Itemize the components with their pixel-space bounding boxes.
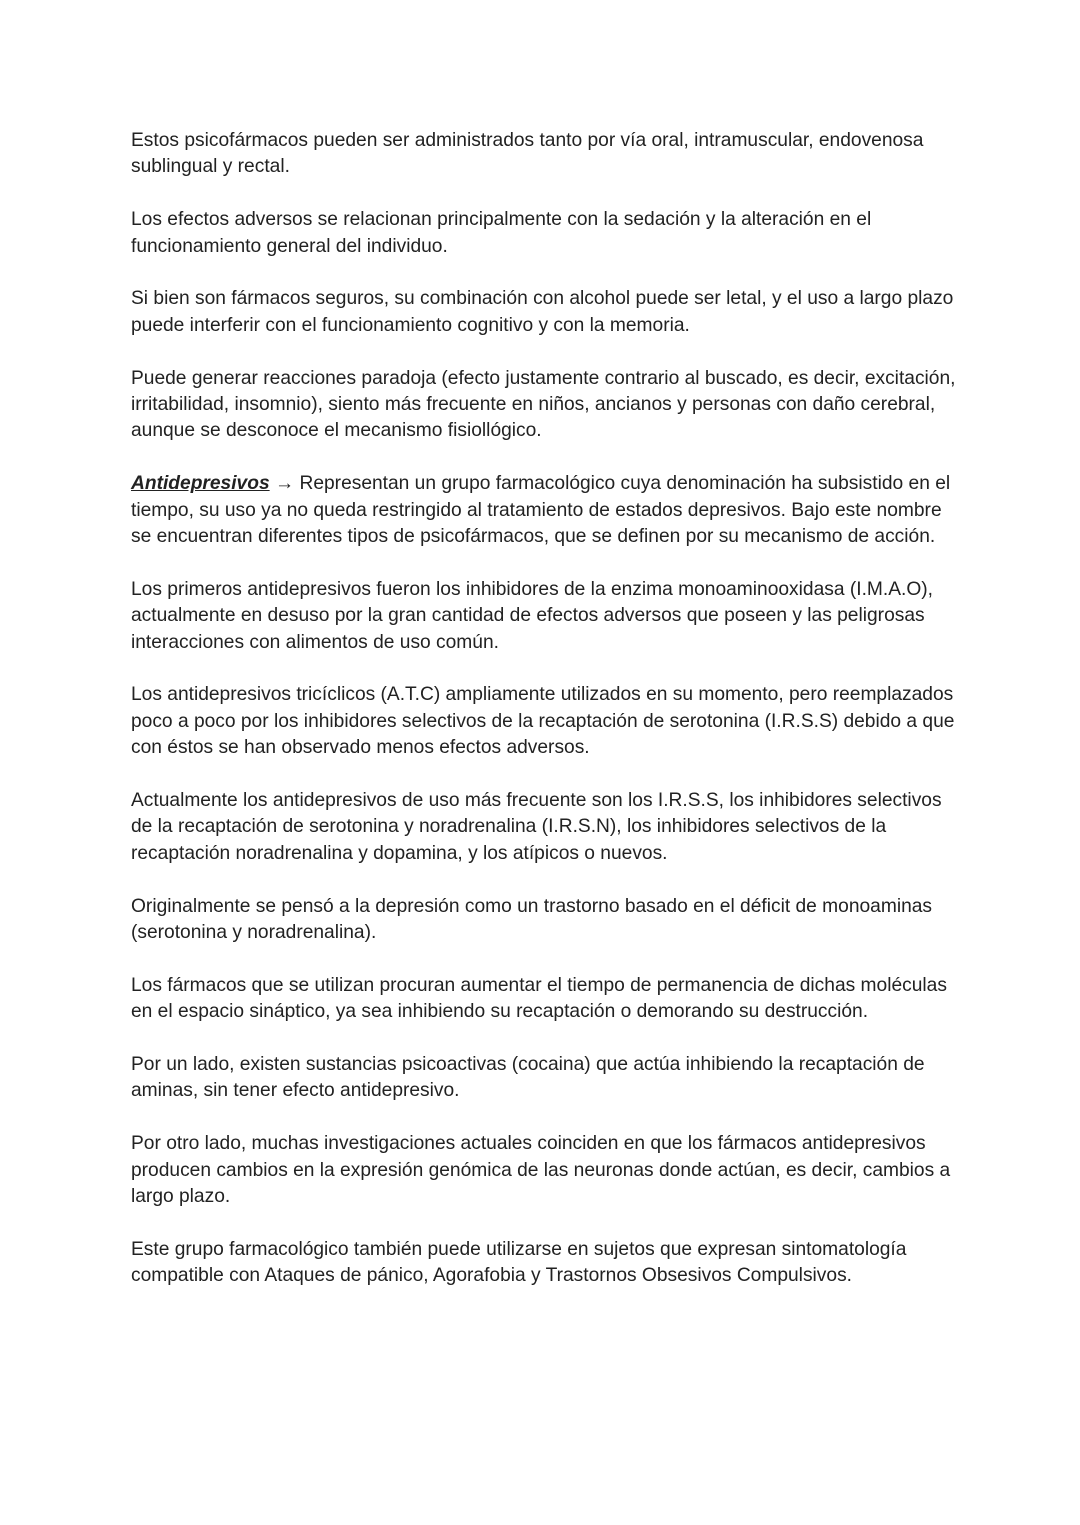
document-body <box>131 128 961 1316</box>
paragraph-atc: Los antidepresivos tricíclicos (A.T.C) ampliamente utilizados en su momento, pero reemplazados poco a poco por los inhibidores selectivos de la recaptación de serotonina (I.R.S.S) debido a que con éstos se han observado menos efectos adversos. <box>131 684 955 759</box>
paragraph-current-antidepressants: Actualmente los antidepresivos de uso más frecuente son los I.R.S.S, los inhibidores selectivos de la recaptación de serotonina y noradrenalina (I.R.S.N), los inhibidores selectivos de la recaptación noradrenalina y dopamina, y los atípicos o nuevos. <box>131 790 942 864</box>
paragraph-paradoxical-reactions: Puede generar reacciones paradoja (efecto justamente contrario al buscado, es decir, excitación, irritabilidad, insomnio), siento más frecuente en niños, ancianos y personas con daño cerebral, aunque se desconoce el mecanismo fisiollógico. <box>131 367 956 442</box>
paragraph-other-uses: Este grupo farmacológico también puede utilizarse en sujetos que expresan sintomatología compatible con Ataques de pánico, Agorafobia y Trastornos Obsesivos Compulsivos. <box>131 1238 907 1287</box>
paragraph-antidepresivos-definition <box>131 471 961 550</box>
paragraph-imao: Los primeros antidepresivos fueron los inhibidores de la enzima monoaminooxidasa (I.M.A.O), actualmente en desuso por la gran cantidad de efectos adversos que poseen y las peligrosas interacciones con alimentos de uso común. <box>131 578 933 653</box>
paragraph-synaptic-permanence: Los fármacos que se utilizan procuran aumentar el tiempo de permanencia de dichas moléculas en el espacio sináptico, ya sea inhibiendo su recaptación o demorando su destrucción. <box>131 974 947 1023</box>
paragraph-cocaine-example: Por un lado, existen sustancias psicoactivas (cocaina) que actúa inhibiendo la recaptación de aminas, sin tener efecto antidepresivo. <box>131 1054 925 1102</box>
paragraph-alcohol-risk: Si bien son fármacos seguros, su combinación con alcohol puede ser letal, y el uso a largo plazo puede interferir con el funcionamiento cognitivo y con la memoria. <box>131 288 954 336</box>
paragraph-monoamine-hypothesis: Originalmente se pensó a la depresión como un trastorno basado en el déficit de monoaminas (serotonina y noradrenalina). <box>131 895 933 944</box>
paragraph-genomic-changes: Por otro lado, muchas investigaciones actuales coinciden en que los fármacos antidepresivos producen cambios en la expresión genómica de las neuronas donde actúan, es decir, cambios a largo plazo. <box>131 1133 951 1208</box>
arrow-symbol: → <box>269 473 300 495</box>
paragraph-adverse-effects: Los efectos adversos se relacionan principalmente con la sedación y la alteración en el funcionamiento general del individuo. <box>131 209 872 257</box>
paragraph-administration-routes: Estos psicofármacos pueden ser administrados tanto por vía oral, intramuscular, endovenosa sublingual y rectal. <box>131 130 924 178</box>
antidepresivos-definition-text: Representan un grupo farmacológico cuya denominación ha subsistido en el tiempo, su uso ya no queda restringido al tratamiento de estados depresivos. Bajo este nombre se encuentran diferentes tipos de psicofármacos, que se definen por su mecanismo de acción. <box>131 473 951 548</box>
antidepresivos-heading-term: Antidepresivos <box>131 473 270 495</box>
